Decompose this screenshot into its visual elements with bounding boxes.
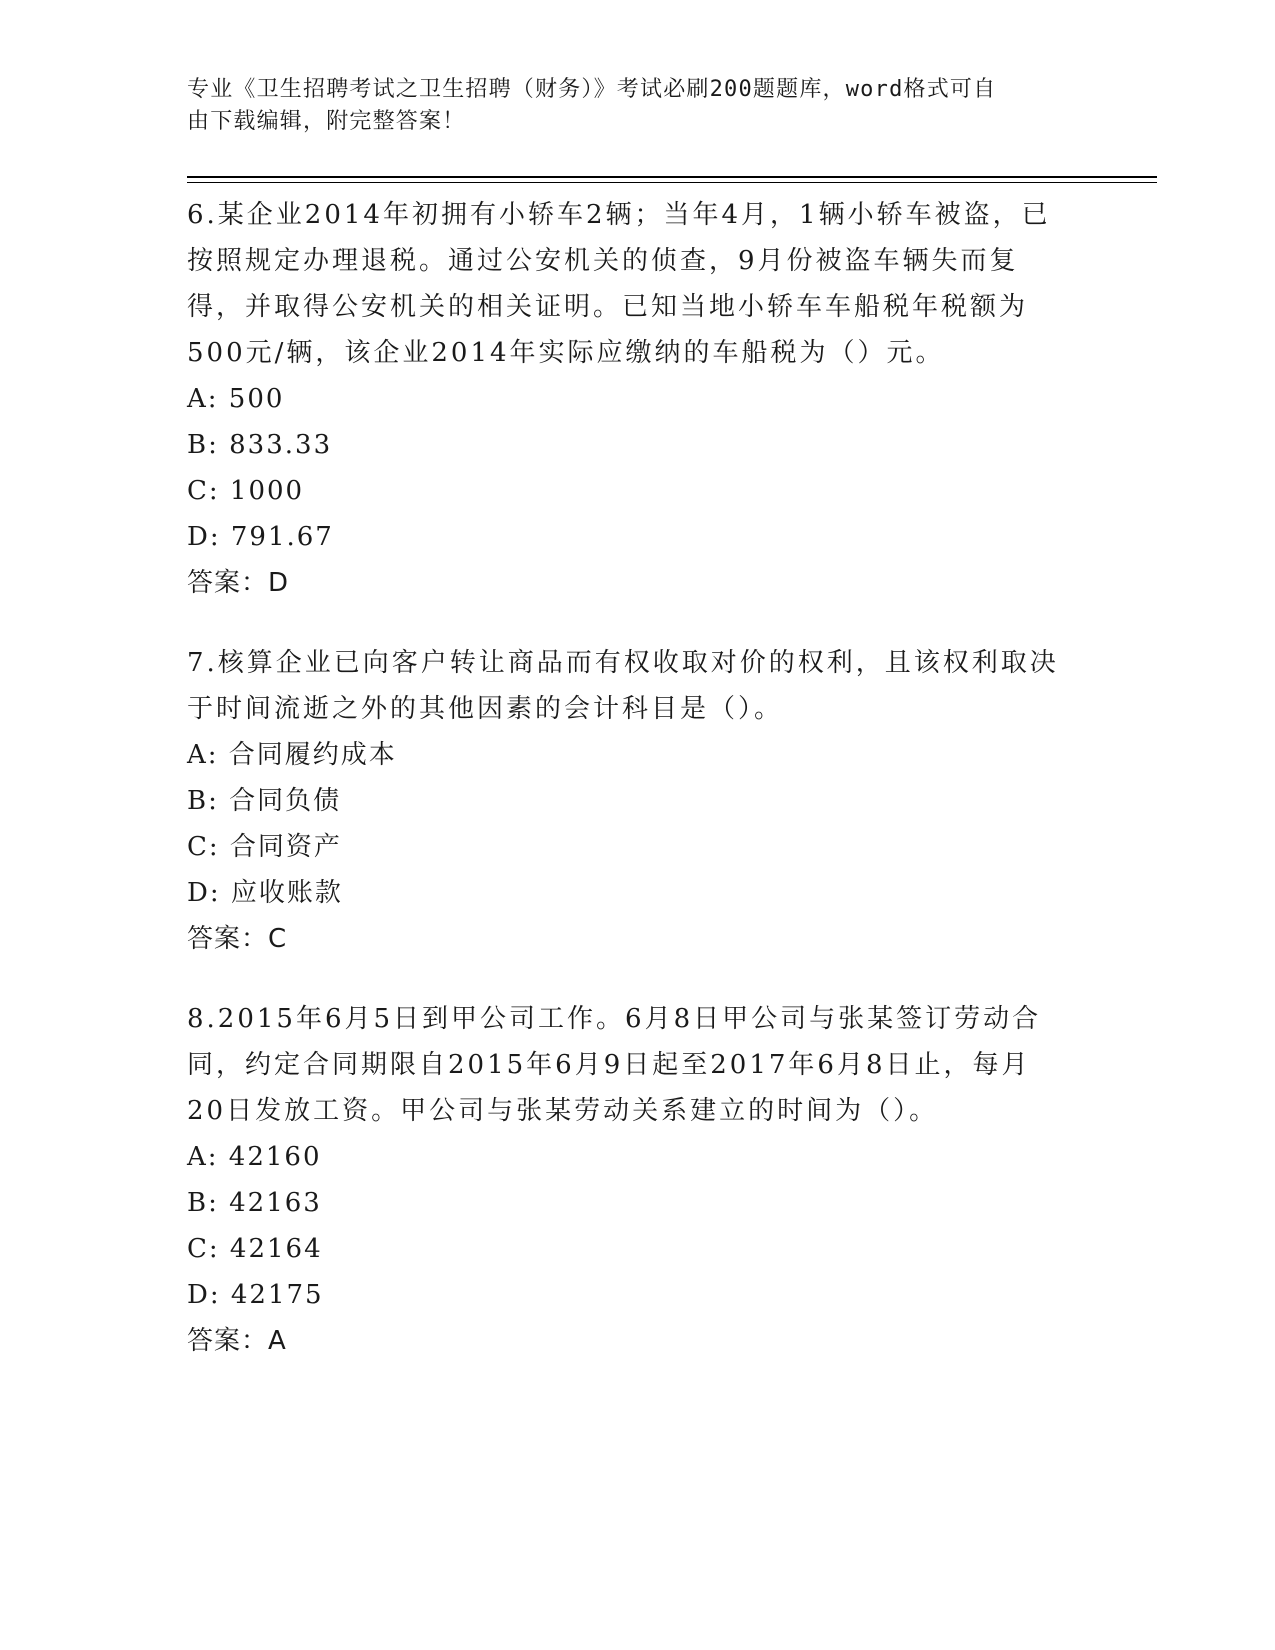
document-header <box>187 74 1067 138</box>
header-line-2: 由下载编辑，附完整答案！ <box>187 109 466 134</box>
question-stem: 8.2015年6月5日到甲公司工作。6月8日甲公司与张某签订劳动合同，约定合同期限自2015年6月9日起至2017年6月8日止，每月20日发放工资。甲公司与张某劳动关系建立的时间为（）。 <box>187 1004 1042 1126</box>
option-b: B: 42163 <box>187 1188 322 1218</box>
option-c: C: 合同资产 <box>187 832 342 862</box>
question-stem: 7.核算企业已向客户转让商品而有权收取对价的权利，且该权利取决于时间流逝之外的其他因素的会计科目是（）。 <box>187 648 1059 724</box>
option-b: B: 833.33 <box>187 430 333 460</box>
option-a: A: 42160 <box>187 1142 322 1172</box>
question-8 <box>187 996 1087 1364</box>
option-a: A: 500 <box>187 384 285 414</box>
question-stem: 6.某企业2014年初拥有小轿车2辆；当年4月，1辆小轿车被盗，已按照规定办理退税。通过公安机关的侦查，9月份被盗车辆失而复得，并取得公安机关的相关证明。已知当地小轿车车船税年税额为500元/辆，该企业2014年实际应缴纳的车船税为（）元。 <box>187 200 1051 368</box>
option-c: C: 1000 <box>187 476 305 506</box>
header-divider-thick <box>187 176 1157 178</box>
header-divider-thin <box>187 182 1157 183</box>
answer-line: 答案：A <box>187 1326 287 1356</box>
option-d: D: 42175 <box>187 1280 324 1310</box>
option-a: A: 合同履约成本 <box>187 740 397 770</box>
question-7 <box>187 640 1087 962</box>
answer-line: 答案：D <box>187 568 290 598</box>
question-list <box>187 192 1087 1398</box>
option-b: B: 合同负债 <box>187 786 342 816</box>
option-c: C: 42164 <box>187 1234 323 1264</box>
option-d: D: 791.67 <box>187 522 334 552</box>
header-line-1: 专业《卫生招聘考试之卫生招聘（财务）》考试必刷200题题库，word格式可自 <box>187 77 997 102</box>
question-6 <box>187 192 1087 606</box>
option-d: D: 应收账款 <box>187 878 343 908</box>
answer-line: 答案：C <box>187 924 288 954</box>
